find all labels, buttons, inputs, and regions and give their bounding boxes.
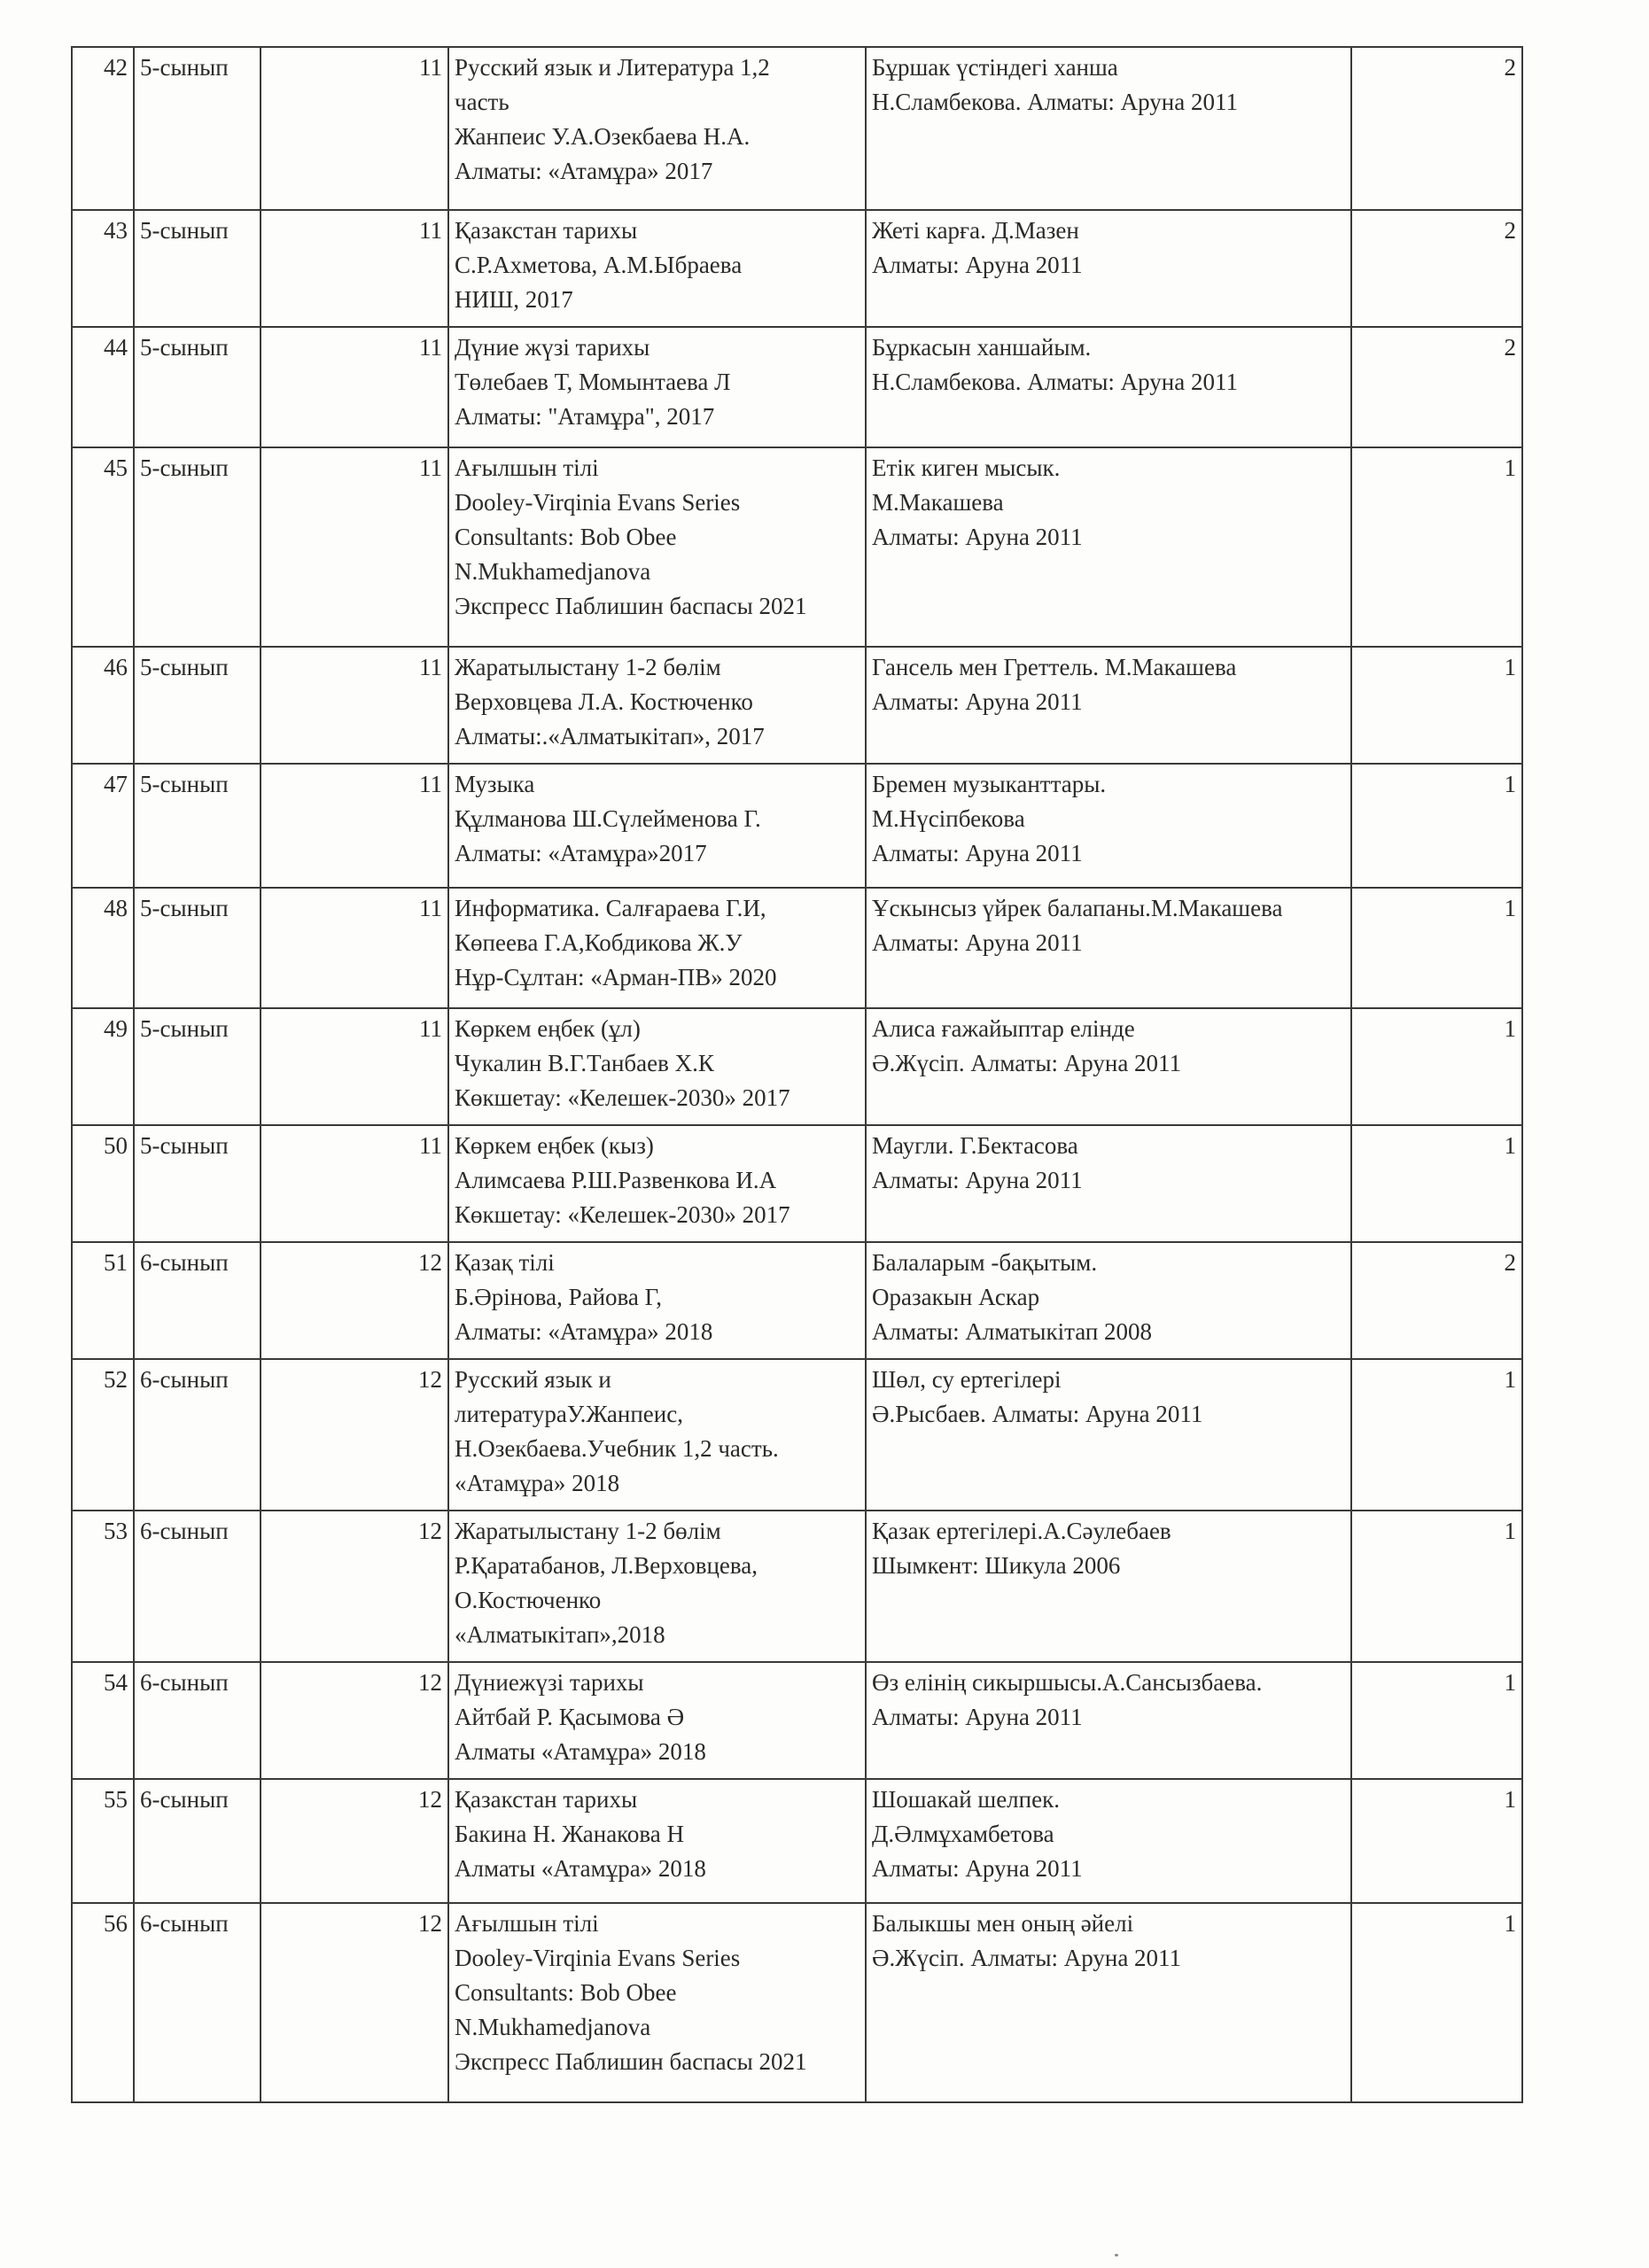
table-row (72, 1242, 1522, 1359)
quantity-cell: 2 (1351, 327, 1522, 447)
table-row (72, 1008, 1522, 1125)
textbook-line: Көркем еңбек (ұл) (455, 1015, 641, 1042)
hours-cell: 11 (261, 764, 448, 888)
textbook-line: Алматы: «Атамұра» 2018 (455, 1318, 713, 1345)
textbook-line: Русский язык и (455, 1366, 611, 1393)
textbook-line: Алматы «Атамұра» 2018 (455, 1738, 706, 1765)
textbook-line: Б.Әрінова, Райова Г, (455, 1284, 662, 1310)
reading-book-cell (866, 764, 1351, 888)
reading-book-line: Алматы: Аруна 2011 (872, 840, 1083, 866)
reading-book-cell (866, 447, 1351, 647)
textbook-cell (448, 327, 866, 447)
hours-cell: 12 (261, 1359, 448, 1511)
reading-book-line: Шөл, су ертегілері (872, 1366, 1062, 1393)
quantity-cell: 1 (1351, 1359, 1522, 1511)
row-number-cell: 43 (72, 210, 134, 327)
textbook-line: Алматы «Атамұра» 2018 (455, 1855, 706, 1882)
reading-book-line: Алматы: Аруна 2011 (872, 929, 1083, 956)
reading-book-cell (866, 327, 1351, 447)
reading-book-cell (866, 210, 1351, 327)
textbook-line: Қазакстан тарихы (455, 1786, 638, 1813)
hours-cell: 11 (261, 1008, 448, 1125)
textbook-line: Музыка (455, 771, 535, 797)
row-number-cell: 55 (72, 1779, 134, 1903)
reading-book-line: М.Макашева (872, 489, 1004, 516)
textbook-line: Consultants: Bob Obee (455, 1979, 677, 2006)
table-row (72, 47, 1522, 210)
table-row (72, 210, 1522, 327)
grade-cell: 6-сынып (134, 1359, 261, 1511)
scan-speck (1115, 2254, 1118, 2256)
row-number-cell: 50 (72, 1125, 134, 1242)
textbook-line: Бакина Н. Жанакова Н (455, 1821, 685, 1847)
textbook-cell (448, 1125, 866, 1242)
reading-book-line: Гансель мен Греттель. М.Макашева (872, 654, 1237, 680)
textbook-line: Айтбай Р. Қасымова Ә (455, 1704, 685, 1730)
hours-cell: 12 (261, 1779, 448, 1903)
textbook-cell (448, 764, 866, 888)
reading-book-line: М.Нүсіпбекова (872, 805, 1025, 832)
textbook-cell (448, 210, 866, 327)
grade-cell: 5-сынып (134, 764, 261, 888)
textbook-line: Dooley-Virqinia Evans Series (455, 1945, 741, 1971)
quantity-cell: 1 (1351, 1779, 1522, 1903)
grade-cell: 5-сынып (134, 327, 261, 447)
textbook-line: литератураУ.Жанпеис, (455, 1401, 683, 1427)
textbook-line: О.Костюченко (455, 1587, 602, 1613)
row-number-cell: 48 (72, 888, 134, 1008)
table-row (72, 1779, 1522, 1903)
textbook-line: Ағылшын тілі (455, 454, 599, 481)
hours-cell: 11 (261, 447, 448, 647)
reading-book-line: Қазак ертегілері.А.Сәулебаев (872, 1518, 1171, 1544)
textbook-line: Информатика. Салғараева Г.И, (455, 895, 766, 921)
reading-book-line: Ұскынсыз үйрек балапаны.М.Макашева (872, 895, 1283, 921)
textbook-line: Жаратылыстану 1-2 бөлім (455, 1518, 721, 1544)
reading-book-line: Шошакай шелпек. (872, 1786, 1060, 1813)
textbook-line: Қазакстан тарихы (455, 217, 638, 244)
textbook-cell (448, 1662, 866, 1779)
row-number-cell: 52 (72, 1359, 134, 1511)
grade-cell: 5-сынып (134, 888, 261, 1008)
row-number-cell: 53 (72, 1511, 134, 1662)
hours-cell: 12 (261, 1242, 448, 1359)
quantity-cell: 1 (1351, 647, 1522, 764)
textbook-line: Р.Қаратабанов, Л.Верховцева, (455, 1552, 758, 1579)
quantity-cell: 2 (1351, 1242, 1522, 1359)
grade-cell: 5-сынып (134, 1008, 261, 1125)
textbook-cell (448, 447, 866, 647)
textbook-line: «Алматыкітап»,2018 (455, 1621, 665, 1648)
row-number-cell: 56 (72, 1903, 134, 2102)
textbook-line: «Атамұра» 2018 (455, 1470, 620, 1496)
table-row (72, 1511, 1522, 1662)
row-number-cell: 44 (72, 327, 134, 447)
reading-book-line: Алиса ғажайыптар елінде (872, 1015, 1135, 1042)
reading-book-line: Д.Әлмұхамбетова (872, 1821, 1054, 1847)
textbook-line: Көкшетау: «Келешек-2030» 2017 (455, 1084, 790, 1111)
reading-book-cell (866, 1903, 1351, 2102)
table-row (72, 327, 1522, 447)
reading-book-line: Ә.Рысбаев. Алматы: Аруна 2011 (872, 1401, 1203, 1427)
textbook-line: Алматы: "Атамұра", 2017 (455, 403, 715, 430)
grade-cell: 5-сынып (134, 47, 261, 210)
grade-cell: 6-сынып (134, 1903, 261, 2102)
reading-book-cell (866, 1662, 1351, 1779)
row-number-cell: 47 (72, 764, 134, 888)
textbook-cell (448, 888, 866, 1008)
reading-book-cell (866, 888, 1351, 1008)
grade-cell: 6-сынып (134, 1511, 261, 1662)
reading-book-cell (866, 47, 1351, 210)
reading-book-line: Шымкент: Шикула 2006 (872, 1552, 1121, 1579)
reading-book-line: Алматы: Аруна 2011 (872, 688, 1083, 715)
reading-book-line: Алматы: Аруна 2011 (872, 524, 1083, 550)
grade-cell: 5-сынып (134, 210, 261, 327)
reading-book-line: Н.Сламбекова. Алматы: Аруна 2011 (872, 369, 1238, 395)
hours-cell: 11 (261, 47, 448, 210)
row-number-cell: 54 (72, 1662, 134, 1779)
reading-book-line: Алматы: Аруна 2011 (872, 1167, 1083, 1193)
reading-book-line: Балаларым -бақытым. (872, 1249, 1098, 1276)
table-row (72, 1903, 1522, 2102)
textbook-line: НИШ, 2017 (455, 286, 573, 313)
hours-cell: 11 (261, 327, 448, 447)
reading-book-line: Жеті карға. Д.Мазен (872, 217, 1079, 244)
textbook-line: N.Mukhamedjanova (455, 558, 651, 585)
textbook-cell (448, 1242, 866, 1359)
grade-cell: 5-сынып (134, 447, 261, 647)
reading-book-line: Бұршак үстіндегі ханша (872, 54, 1118, 81)
textbook-line: Көркем еңбек (кыз) (455, 1132, 654, 1159)
reading-book-line: Оразакын Аскар (872, 1284, 1040, 1310)
reading-book-line: Алматы: Аруна 2011 (872, 252, 1083, 278)
row-number-cell: 45 (72, 447, 134, 647)
textbook-line: часть (455, 89, 509, 115)
quantity-cell: 1 (1351, 888, 1522, 1008)
hours-cell: 12 (261, 1662, 448, 1779)
table-body (72, 47, 1522, 2102)
reading-book-line: Бұркасын ханшайым. (872, 334, 1092, 361)
table-row (72, 647, 1522, 764)
reading-book-cell (866, 1008, 1351, 1125)
textbook-line: Төлебаев Т, Момынтаева Л (455, 369, 731, 395)
quantity-cell: 1 (1351, 764, 1522, 888)
textbook-line: Дүние жүзі тарихы (455, 334, 650, 361)
reading-book-cell (866, 1359, 1351, 1511)
reading-book-cell (866, 1779, 1351, 1903)
reading-book-line: Н.Сламбекова. Алматы: Аруна 2011 (872, 89, 1238, 115)
textbook-line: Алматы: «Атамұра»2017 (455, 840, 707, 866)
textbook-line: Н.Озекбаева.Учебник 1,2 часть. (455, 1435, 779, 1462)
hours-cell: 11 (261, 647, 448, 764)
table-row (72, 1125, 1522, 1242)
textbook-cell (448, 1779, 866, 1903)
quantity-cell: 1 (1351, 1008, 1522, 1125)
textbook-line: Верховцева Л.А. Костюченко (455, 688, 753, 715)
textbook-line: Жаратылыстану 1-2 бөлім (455, 654, 721, 680)
row-number-cell: 51 (72, 1242, 134, 1359)
hours-cell: 11 (261, 888, 448, 1008)
textbook-cell (448, 1008, 866, 1125)
quantity-cell: 1 (1351, 1662, 1522, 1779)
grade-cell: 5-сынып (134, 647, 261, 764)
textbook-line: Экспресс Паблишин баспасы 2021 (455, 2048, 807, 2075)
textbook-cell (448, 1903, 866, 2102)
textbook-line: Алимсаева Р.Ш.Развенкова И.А (455, 1167, 777, 1193)
reading-book-line: Ә.Жүсіп. Алматы: Аруна 2011 (872, 1050, 1182, 1076)
grade-cell: 5-сынып (134, 1125, 261, 1242)
textbook-line: Русский язык и Литература 1,2 (455, 54, 770, 81)
textbook-line: С.Р.Ахметова, А.М.Ыбраева (455, 252, 743, 278)
hours-cell: 12 (261, 1903, 448, 2102)
textbook-line: Алматы: «Атамұра» 2017 (455, 158, 713, 184)
textbook-line: Жанпеис У.А.Озекбаева Н.А. (455, 123, 751, 150)
textbook-line: Нұр-Сұлтан: «Арман-ПВ» 2020 (455, 964, 777, 990)
reading-book-line: Балыкшы мен оның әйелі (872, 1910, 1134, 1937)
reading-book-cell (866, 1125, 1351, 1242)
textbook-cell (448, 1511, 866, 1662)
textbook-cell (448, 647, 866, 764)
quantity-cell: 1 (1351, 1125, 1522, 1242)
grade-cell: 6-сынып (134, 1779, 261, 1903)
quantity-cell: 2 (1351, 47, 1522, 210)
hours-cell: 12 (261, 1511, 448, 1662)
book-register-table (71, 46, 1523, 2103)
textbook-line: Қазақ тілі (455, 1249, 555, 1276)
textbook-cell (448, 1359, 866, 1511)
quantity-cell: 1 (1351, 1511, 1522, 1662)
reading-book-cell (866, 1242, 1351, 1359)
table-row (72, 1662, 1522, 1779)
textbook-line: Көпеева Г.А,Кобдикова Ж.У (455, 929, 743, 956)
row-number-cell: 42 (72, 47, 134, 210)
table-row (72, 1359, 1522, 1511)
textbook-cell (448, 47, 866, 210)
textbook-line: Дүниежүзі тарихы (455, 1669, 644, 1696)
textbook-line: Құлманова Ш.Сүлейменова Г. (455, 805, 761, 832)
table-row (72, 764, 1522, 888)
reading-book-line: Алматы: Аруна 2011 (872, 1704, 1083, 1730)
textbook-line: Ағылшын тілі (455, 1910, 599, 1937)
reading-book-cell (866, 647, 1351, 764)
quantity-cell: 1 (1351, 447, 1522, 647)
grade-cell: 6-сынып (134, 1242, 261, 1359)
grade-cell: 6-сынып (134, 1662, 261, 1779)
textbook-line: N.Mukhamedjanova (455, 2014, 651, 2040)
table-row (72, 447, 1522, 647)
row-number-cell: 46 (72, 647, 134, 764)
textbook-line: Consultants: Bob Obee (455, 524, 677, 550)
row-number-cell: 49 (72, 1008, 134, 1125)
textbook-line: Көкшетау: «Келешек-2030» 2017 (455, 1201, 790, 1228)
textbook-line: Экспресс Паблишин баспасы 2021 (455, 593, 807, 619)
reading-book-cell (866, 1511, 1351, 1662)
quantity-cell: 2 (1351, 210, 1522, 327)
reading-book-line: Алматы: Аруна 2011 (872, 1855, 1083, 1882)
textbook-line: Алматы:.«Алматыкітап», 2017 (455, 723, 765, 750)
reading-book-line: Бремен музыканттары. (872, 771, 1107, 797)
reading-book-line: Маугли. Г.Бектасова (872, 1132, 1078, 1159)
hours-cell: 11 (261, 210, 448, 327)
reading-book-line: Өз елінің сикыршысы.А.Сансызбаева. (872, 1669, 1263, 1696)
textbook-line: Чукалин В.Г.Танбаев Х.К (455, 1050, 714, 1076)
reading-book-line: Ә.Жүсіп. Алматы: Аруна 2011 (872, 1945, 1182, 1971)
table-row (72, 888, 1522, 1008)
reading-book-line: Етік киген мысык. (872, 454, 1061, 481)
reading-book-line: Алматы: Алматыкітап 2008 (872, 1318, 1153, 1345)
textbook-line: Dooley-Virqinia Evans Series (455, 489, 741, 516)
hours-cell: 11 (261, 1125, 448, 1242)
quantity-cell: 1 (1351, 1903, 1522, 2102)
